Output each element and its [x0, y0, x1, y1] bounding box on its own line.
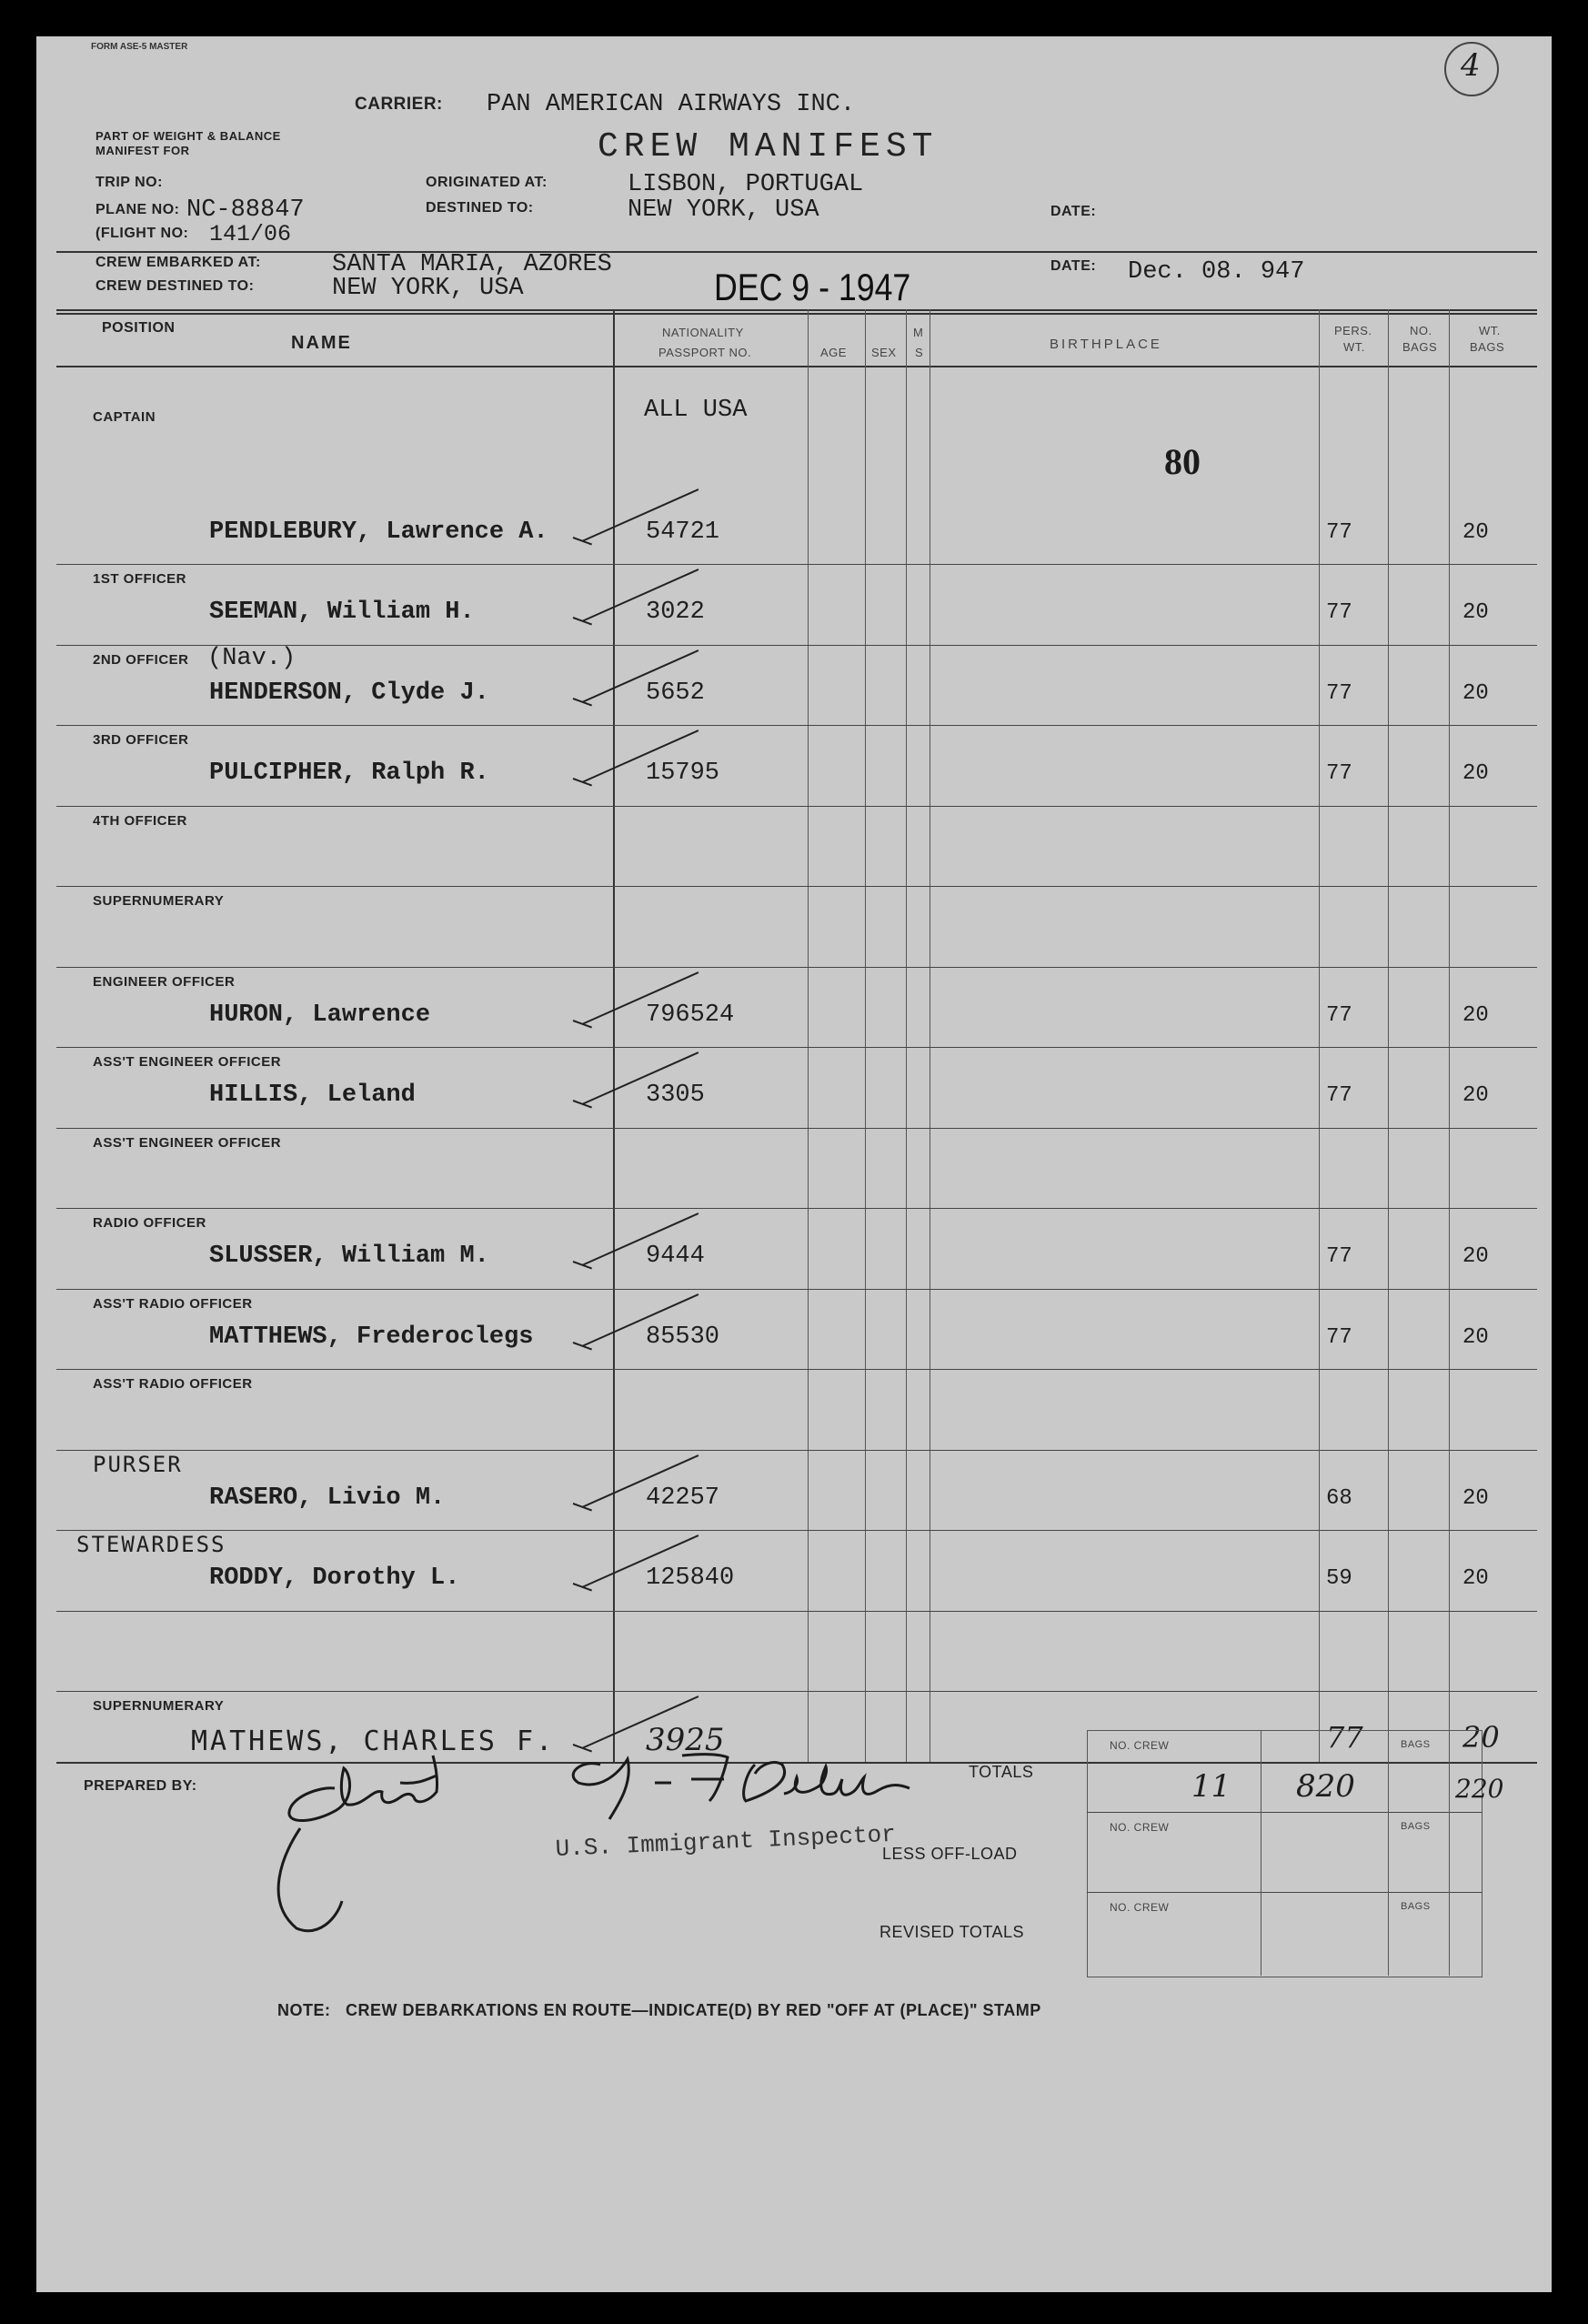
row-position: SUPERNUMERARY [93, 1698, 225, 1714]
row-top-rule [56, 967, 1537, 968]
personal-weight: 77 [1326, 680, 1352, 706]
flight-number: 141/06 [209, 221, 292, 247]
initials-signature [264, 1746, 573, 1965]
crew-name: SLUSSER, William M. [209, 1242, 489, 1270]
crew-name: MATTHEWS, Frederoclegs [209, 1323, 534, 1351]
bag-weight: 20 [1462, 520, 1489, 545]
passport-number: 3022 [646, 599, 705, 626]
crew-embarked-value: SANTA MARIA, AZORES [332, 251, 612, 278]
col-divider-birthplace [1319, 309, 1320, 1762]
footer-note: NOTE: CREW DEBARKATIONS EN ROUTE—INDICATE(D) BY RED "OFF AT (PLACE)" STAMP [277, 2001, 1041, 2019]
bags-label-3: BAGS [1401, 1901, 1431, 1912]
col-ms-s: S [915, 346, 924, 359]
col-wt-bags-2: BAGS [1470, 340, 1505, 354]
row-position-note: (Nav.) [207, 644, 296, 672]
bag-weight: 20 [1462, 680, 1489, 706]
row-position: 1ST OFFICER [93, 571, 187, 587]
date-stamp: DEC 9 - 1947 [714, 266, 911, 308]
personal-weight: 59 [1326, 1566, 1352, 1591]
row-top-rule [56, 1047, 1537, 1048]
totals-box-row-2 [1087, 1892, 1482, 1893]
col-age: AGE [820, 346, 847, 359]
crew-name: SEEMAN, William H. [209, 599, 475, 626]
col-pers-wt-1: PERS. [1334, 324, 1372, 337]
inspector-signature [546, 1746, 946, 1828]
flight-label: (FLIGHT NO: [95, 226, 189, 241]
col-no-bags-2: BAGS [1402, 340, 1438, 354]
row-position: 2ND OFFICER [93, 651, 189, 668]
crew-name: HILLIS, Leland [209, 1082, 416, 1109]
row-position: ASS'T ENGINEER OFFICER [93, 1134, 282, 1151]
row-position: ASS'T RADIO OFFICER [93, 1295, 253, 1312]
passport-number: 796524 [646, 1001, 735, 1029]
personal-weight: 77 [1326, 1083, 1352, 1108]
row-position: 3RD OFFICER [93, 732, 189, 748]
manifest-page [36, 36, 1552, 2292]
plane-number: NC-88847 [186, 196, 305, 224]
col-sex: SEX [871, 346, 897, 359]
date2-value: Dec. 08. 947 [1128, 258, 1305, 286]
bag-weight: 20 [1462, 1324, 1489, 1350]
totals-box-row-1 [1087, 1812, 1482, 1813]
col-wt-bags-1: WT. [1479, 324, 1501, 337]
col-pers-wt-2: WT. [1343, 340, 1365, 354]
row-position: ENGINEER OFFICER [93, 973, 236, 990]
col-no-bags-1: NO. [1410, 324, 1432, 337]
row-top-rule [56, 564, 1537, 565]
destined-value: NEW YORK, USA [628, 196, 819, 224]
part-label: PART OF WEIGHT & BALANCE MANIFEST FOR [95, 129, 281, 157]
personal-weight: 77 [1326, 1324, 1352, 1350]
row-top-rule [56, 725, 1537, 726]
destined-label: DESTINED TO: [426, 200, 534, 216]
no-crew-label-1: NO. CREW [1110, 1739, 1170, 1752]
form-number: FORM ASE-5 MASTER [91, 42, 188, 52]
personal-weight: 68 [1326, 1485, 1352, 1511]
passport-number: 3305 [646, 1082, 705, 1109]
row-top-rule [56, 1128, 1537, 1129]
col-nationality: NATIONALITY [662, 326, 744, 339]
crew-destined-label: CREW DESTINED TO: [95, 278, 255, 294]
crew-name: PENDLEBURY, Lawrence A. [209, 518, 548, 546]
passport-number: 3925 [646, 1722, 725, 1758]
row-position: CAPTAIN [93, 409, 156, 425]
personal-weight: 77 [1326, 1720, 1363, 1755]
bag-weight: 20 [1462, 1720, 1500, 1755]
trip-label: TRIP NO: [95, 175, 163, 190]
row-top-rule [56, 1208, 1537, 1209]
bag-weight: 20 [1462, 1002, 1489, 1028]
manifest-title: CREW MANIFEST [598, 127, 939, 166]
date2-label: DATE: [1050, 258, 1097, 274]
row-top-rule [56, 886, 1537, 887]
col-divider-perswt [1388, 309, 1389, 1762]
col-divider-passport [808, 309, 809, 1762]
col-position: POSITION [102, 320, 176, 336]
row-top-rule [56, 1691, 1537, 1692]
crew-name: MATHEWS, CHARLES F. [191, 1725, 556, 1757]
row-position: PURSER [93, 1451, 183, 1477]
personal-weight: 77 [1326, 761, 1352, 786]
row-top-rule [56, 1450, 1537, 1451]
row-top-rule [56, 1530, 1537, 1531]
carrier-name: PAN AMERICAN AIRWAYS INC. [487, 91, 856, 118]
birthplace-note: 80 [1164, 441, 1201, 482]
nationality-all: ALL USA [644, 397, 748, 424]
bag-weight: 20 [1462, 1566, 1489, 1591]
totals-box-col-2 [1388, 1730, 1389, 1976]
header-bottom-rule [56, 366, 1537, 367]
row-top-rule [56, 806, 1537, 807]
totals-bags: 220 [1455, 1774, 1504, 1804]
totals-box [1087, 1730, 1482, 1977]
col-name: NAME [291, 333, 352, 353]
no-crew-label-2: NO. CREW [1110, 1821, 1170, 1834]
totals-crew: 11 [1191, 1768, 1231, 1805]
passport-number: 125840 [646, 1564, 735, 1592]
row-top-rule [56, 1369, 1537, 1370]
totals-label: TOTALS [969, 1763, 1034, 1781]
row-position: ASS'T RADIO OFFICER [93, 1376, 253, 1392]
col-birthplace: BIRTHPLACE [1050, 337, 1162, 352]
bag-weight: 20 [1462, 1244, 1489, 1269]
col-passport: PASSPORT NO. [658, 346, 752, 359]
header-rule-2 [56, 309, 1537, 311]
passport-number: 15795 [646, 760, 720, 787]
revised-totals-label: REVISED TOTALS [879, 1923, 1025, 1941]
crew-name: RODDY, Dorothy L. [209, 1564, 460, 1592]
row-position: ASS'T ENGINEER OFFICER [93, 1054, 282, 1070]
row-position: SUPERNUMERARY [93, 893, 225, 909]
personal-weight: 77 [1326, 520, 1352, 545]
carrier-label: CARRIER: [355, 95, 443, 114]
bags-label-2: BAGS [1401, 1821, 1431, 1832]
bag-weight: 20 [1462, 761, 1489, 786]
header-rule-3 [56, 313, 1537, 315]
bag-weight: 20 [1462, 1083, 1489, 1108]
date-label: DATE: [1050, 204, 1097, 219]
crew-name: HENDERSON, Clyde J. [209, 679, 489, 707]
no-crew-label-3: NO. CREW [1110, 1901, 1170, 1914]
bags-label-1: BAGS [1401, 1739, 1431, 1750]
inspector-title: U.S. Immigrant Inspector [555, 1820, 897, 1863]
bag-weight: 20 [1462, 600, 1489, 625]
passport-number: 5652 [646, 679, 705, 707]
crew-destined-value: NEW YORK, USA [332, 275, 524, 302]
less-offload-label: LESS OFF-LOAD [882, 1845, 1018, 1863]
row-position: RADIO OFFICER [93, 1215, 206, 1231]
prepared-by-label: PREPARED BY: [84, 1778, 197, 1794]
crew-name: HURON, Lawrence [209, 1001, 431, 1029]
totals-box-col-3 [1449, 1730, 1450, 1976]
col-divider-age [865, 309, 866, 1762]
page-number: 4 [1461, 47, 1481, 84]
passport-number: 54721 [646, 518, 720, 546]
totals-weight: 820 [1296, 1768, 1355, 1805]
personal-weight: 77 [1326, 1244, 1352, 1269]
personal-weight: 77 [1326, 600, 1352, 625]
originated-label: ORIGINATED AT: [426, 175, 548, 190]
crew-name: RASERO, Livio M. [209, 1484, 446, 1512]
row-position: STEWARDESS [76, 1532, 226, 1557]
passport-number: 85530 [646, 1323, 720, 1351]
plane-label: PLANE NO: [95, 202, 180, 217]
row-position: 4TH OFFICER [93, 812, 187, 829]
row-top-rule [56, 1289, 1537, 1290]
originated-value: LISBON, PORTUGAL [628, 171, 864, 198]
crew-embarked-label: CREW EMBARKED AT: [95, 255, 261, 270]
header-rule-1 [56, 251, 1537, 253]
passport-number: 9444 [646, 1242, 705, 1270]
col-divider-sex [906, 309, 907, 1762]
personal-weight: 77 [1326, 1002, 1352, 1028]
passport-number: 42257 [646, 1484, 720, 1512]
col-ms-m: M [913, 326, 924, 339]
crew-name: PULCIPHER, Ralph R. [209, 760, 489, 787]
row-top-rule [56, 1611, 1537, 1612]
bag-weight: 20 [1462, 1485, 1489, 1511]
col-divider-nobags [1449, 309, 1450, 1762]
